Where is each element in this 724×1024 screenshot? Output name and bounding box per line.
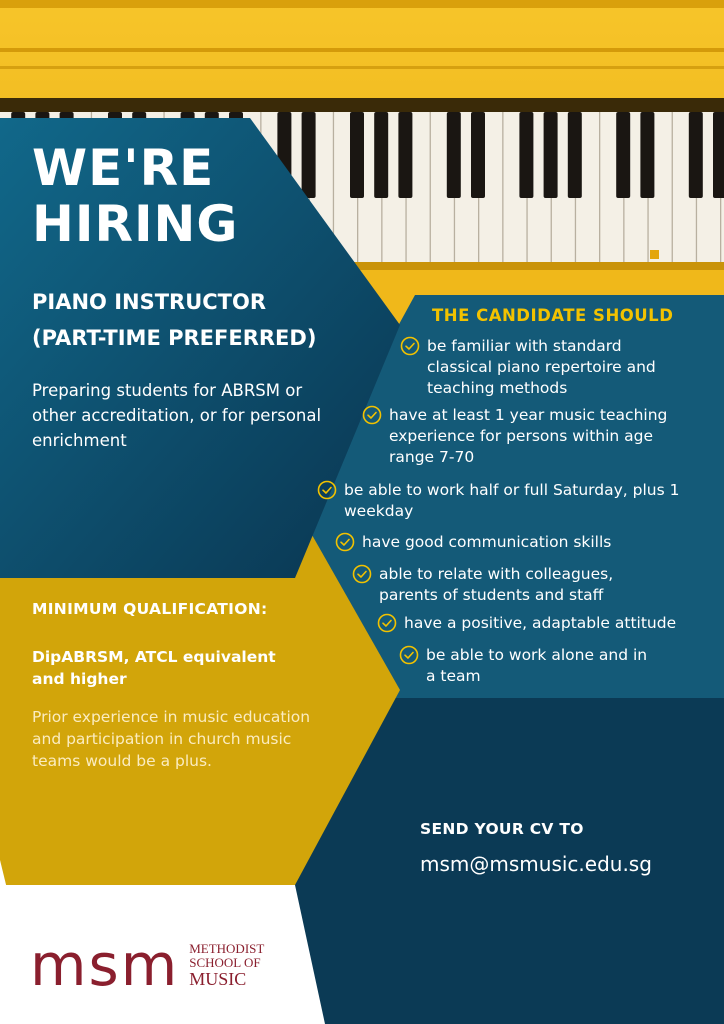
piano-key-divider [599,112,600,262]
piano-black-key [374,112,388,198]
school-logo [30,931,265,999]
requirement-item [399,645,659,687]
check-circle-icon [399,645,419,665]
candidate-title: THE CANDIDATE SHOULD [432,306,674,325]
check-circle-icon [377,613,397,633]
qualification-note: Prior experience in music education and participation in church music teams would be a plus. [32,708,311,770]
requirement-text: able to relate with colleagues, parents of students and staff [379,565,614,604]
piano-black-key [544,112,558,198]
headline [32,140,238,252]
requirement-text: be able to work half or full Saturday, plus 1 weekday [344,481,680,520]
check-circle-icon [362,405,382,425]
job-title: PIANO INSTRUCTOR [32,290,267,314]
headline-line-2: HIRING [32,195,239,253]
requirement-text: have good communication skills [362,533,612,551]
check-circle-icon [317,480,337,500]
requirement-item [352,564,652,606]
requirement-text: have a positive, adaptable attitude [404,614,677,632]
piano-black-key [713,112,724,198]
logo-line-1: METHODIST [189,941,265,956]
check-circle-icon [335,532,355,552]
piano-black-key [447,112,461,198]
job-type: (PART-TIME PREFERRED) [32,326,317,350]
qualification-title: MINIMUM QUALIFICATION: [32,600,268,618]
requirement-text: be familiar with standard classical piano repertoire and teaching methods [427,337,656,397]
logo-line-3: MUSIC [189,969,247,989]
requirement-text: have at least 1 year music teaching experience for persons within age range 7-70 [389,406,668,466]
piano-black-key [471,112,485,198]
piano-black-key [350,112,364,198]
requirement-item [335,532,695,553]
check-circle-icon [352,564,372,584]
contact-email[interactable]: msm@msmusic.edu.sg [420,852,652,876]
qualification-value: DipABRSM, ATCL equivalent and higher [32,648,276,688]
piano-black-key [302,112,316,198]
send-cv-label: SEND YOUR CV TO [420,820,584,838]
piano-key-divider [430,112,431,262]
piano-black-key [568,112,582,198]
piano-black-key [640,112,654,198]
headline-line-1: WE'RE [32,139,215,197]
check-circle-icon [400,336,420,356]
requirement-item [317,480,687,522]
piano-key-divider [672,112,673,262]
piano-black-key [616,112,630,198]
intro-text: Preparing students for ABRSM or other accreditation, or for personal enrichment [32,381,322,450]
requirement-item [377,613,717,634]
piano-black-key [398,112,412,198]
piano-black-key [519,112,533,198]
piano-key-divider [502,112,503,262]
requirement-item [400,336,690,399]
requirement-item [362,405,692,468]
logo-wordmark [189,942,264,988]
requirement-text: be able to work alone and in a team [426,646,648,685]
logo-mark: msm [30,931,180,999]
piano-black-key [689,112,703,198]
logo-line-2: SCHOOL OF [189,955,261,970]
